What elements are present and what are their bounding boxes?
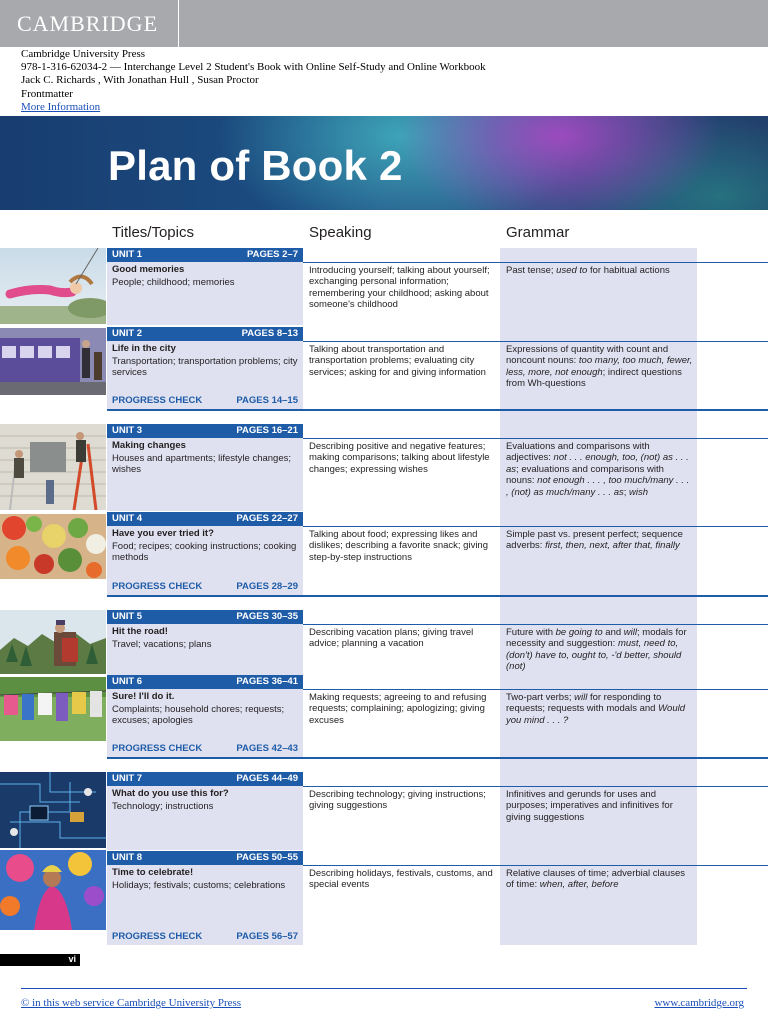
unit-number: UNIT 7 — [112, 773, 143, 784]
progress-label: PROGRESS CHECK — [112, 743, 203, 754]
unit-pages: PAGES 50–55 — [236, 852, 298, 863]
unit-3-grammar: Evaluations and comparisons with adjectives: not . . . enough, too, (not) as . . . as; evaluations and comparisons with nouns: not enough . . . , too much/many . . . , (not) as much/many . . . as; wish — [506, 441, 690, 498]
unit-number: UNIT 1 — [112, 249, 143, 260]
progress-pages: PAGES 28–29 — [236, 581, 298, 592]
unit-pages: PAGES 8–13 — [241, 328, 298, 339]
unit-title: Life in the city — [112, 343, 176, 354]
unit-5-speaking: Describing vacation plans; giving travel advice; planning a vacation — [309, 627, 474, 650]
unit-4-header[interactable] — [107, 512, 303, 526]
unit-4-topics — [107, 526, 303, 578]
unit-title: Time to celebrate! — [112, 867, 194, 878]
progress-pages: PAGES 42–43 — [236, 743, 298, 754]
unit-7-speaking: Describing technology; giving instructions; giving suggestions — [309, 789, 486, 812]
row-divider — [303, 865, 768, 866]
unit-topics: Transportation; transportation problems; city services — [112, 356, 298, 379]
unit-1-photo — [0, 248, 106, 324]
row-divider — [303, 262, 768, 263]
unit-number: UNIT 8 — [112, 852, 143, 863]
progress-label: PROGRESS CHECK — [112, 931, 203, 942]
unit-pages: PAGES 22–27 — [236, 513, 298, 524]
unit-pages: PAGES 16–21 — [236, 425, 298, 436]
column-header-speaking: Speaking — [309, 224, 372, 241]
unit-number: UNIT 2 — [112, 328, 143, 339]
unit-3-photo — [0, 424, 106, 510]
unit-number: UNIT 6 — [112, 676, 143, 687]
unit-7-grammar: Infinitives and gerunds for uses and purposes; imperatives and infinitives for giving suggestions — [506, 789, 673, 823]
unit-topics: Technology; instructions — [112, 801, 214, 812]
unit-number: UNIT 4 — [112, 513, 143, 524]
unit-1-header[interactable] — [107, 248, 303, 262]
row-divider — [303, 624, 768, 625]
page-number: vi — [68, 954, 76, 964]
unit-2-grammar: Expressions of quantity with count and noncount nouns: too many, too much, fewer, less, more, not enough; indirect questions from Wh-questions — [506, 344, 693, 390]
unit-6-grammar: Two-part verbs; will for responding to requests; requests with modals and Would you mind . . . ? — [506, 692, 686, 726]
unit-3-topics — [107, 438, 303, 511]
page-title: Plan of Book 2 — [108, 142, 403, 189]
progress-check-2[interactable] — [107, 578, 303, 595]
unit-8-grammar: Relative clauses of time; adverbial clauses of time: when, after, before — [506, 868, 686, 891]
unit-pages: PAGES 2–7 — [246, 249, 298, 260]
unit-number: UNIT 5 — [112, 611, 143, 622]
unit-8-photo — [0, 850, 106, 930]
unit-pages: PAGES 44–49 — [236, 773, 298, 784]
unit-2-speaking: Talking about transportation and transportation problems; evaluating city services; asking for and giving information — [309, 344, 486, 378]
unit-title: Hit the road! — [112, 626, 168, 637]
progress-pages: PAGES 56–57 — [236, 931, 298, 942]
group-divider — [107, 409, 768, 411]
unit-6-speaking: Making requests; agreeing to and refusing requests; complaining; apologizing; giving excuses — [309, 692, 487, 726]
more-information-link[interactable]: More Information — [21, 100, 101, 113]
authors: Jack C. Richards , With Jonathan Hull , Susan Proctor — [21, 74, 259, 87]
unit-3-header[interactable] — [107, 424, 303, 438]
footer-divider — [21, 988, 747, 989]
section-label: Frontmatter — [21, 87, 73, 100]
unit-4-grammar: Simple past vs. present perfect; sequence adverbs: first, then, next, after that, finally — [506, 529, 683, 552]
cambridge-website-link[interactable]: www.cambridge.org — [654, 997, 744, 1009]
unit-5-header[interactable] — [107, 610, 303, 624]
row-divider — [303, 341, 768, 342]
unit-5-grammar: Future with be going to and will; modals for necessity and suggestion: must, need to, (don't) have to, ought to, -'d better, should (not) — [506, 627, 687, 673]
unit-pages: PAGES 30–35 — [236, 611, 298, 622]
unit-8-header[interactable] — [107, 851, 303, 865]
unit-4-photo — [0, 514, 106, 579]
progress-check-3[interactable] — [107, 740, 303, 757]
unit-7-topics — [107, 786, 303, 850]
progress-check-1[interactable] — [107, 392, 303, 409]
column-header-grammar: Grammar — [506, 224, 570, 241]
unit-topics: Complaints; household chores; requests; excuses; apologies — [112, 704, 285, 727]
row-divider — [303, 786, 768, 787]
unit-6-photo — [0, 677, 106, 741]
group-divider — [107, 595, 768, 597]
unit-topics: Houses and apartments; lifestyle changes; wishes — [112, 453, 292, 476]
unit-1-grammar: Past tense; used to for habitual actions — [506, 265, 670, 276]
book-metadata — [21, 48, 486, 114]
unit-8-speaking: Describing holidays, festivals, customs, and special events — [309, 868, 493, 891]
unit-number: UNIT 3 — [112, 425, 143, 436]
progress-check-4[interactable] — [107, 928, 303, 945]
logo-text: CAMBRIDGE — [17, 11, 159, 36]
unit-7-photo — [0, 772, 106, 848]
unit-topics: Travel; vacations; plans — [112, 639, 212, 650]
unit-1-speaking: Introducing yourself; talking about yourself; exchanging personal information; remembering your childhood; asking about someone's childhood — [309, 265, 490, 311]
unit-1-topics — [107, 262, 303, 325]
unit-8-topics — [107, 865, 303, 928]
unit-title: What do you use this for? — [112, 788, 229, 799]
progress-label: PROGRESS CHECK — [112, 581, 203, 592]
progress-label: PROGRESS CHECK — [112, 395, 203, 406]
unit-3-speaking: Describing positive and negative features; making comparisons; talking about lifestyle changes; expressing wishes — [309, 441, 490, 475]
unit-6-topics — [107, 689, 303, 740]
unit-5-photo — [0, 610, 106, 674]
top-bar — [0, 0, 768, 47]
column-header-titles: Titles/Topics — [112, 224, 194, 241]
unit-topics: People; childhood; memories — [112, 277, 235, 288]
unit-5-topics — [107, 624, 303, 675]
unit-2-photo — [0, 328, 106, 395]
isbn-title: 978-1-316-62034-2 — Interchange Level 2 Student's Book with Online Self-Study and Online Workbook — [21, 61, 486, 74]
unit-title: Have you ever tried it? — [112, 528, 214, 539]
publisher: Cambridge University Press — [21, 48, 146, 60]
unit-pages: PAGES 36–41 — [236, 676, 298, 687]
group-divider — [107, 757, 768, 759]
title-banner — [0, 116, 768, 210]
unit-7-header[interactable] — [107, 772, 303, 786]
unit-6-header[interactable] — [107, 675, 303, 689]
row-divider — [303, 526, 768, 527]
unit-4-speaking: Talking about food; expressing likes and dislikes; describing a favorite snack; giving step-by-step instructions — [309, 529, 489, 563]
row-divider — [303, 438, 768, 439]
unit-topics: Food; recipes; cooking instructions; cooking methods — [112, 541, 297, 564]
progress-pages: PAGES 14–15 — [236, 395, 298, 406]
unit-2-topics — [107, 341, 303, 392]
row-divider — [303, 689, 768, 690]
unit-topics: Holidays; festivals; customs; celebrations — [112, 880, 286, 891]
unit-title: Good memories — [112, 264, 185, 275]
cambridge-logo[interactable] — [0, 0, 179, 47]
unit-title: Making changes — [112, 440, 186, 451]
unit-title: Sure! I'll do it. — [112, 691, 175, 702]
copyright-link[interactable]: © in this web service Cambridge University Press — [21, 997, 242, 1009]
unit-2-header[interactable] — [107, 327, 303, 341]
page-number-tab — [0, 954, 80, 966]
